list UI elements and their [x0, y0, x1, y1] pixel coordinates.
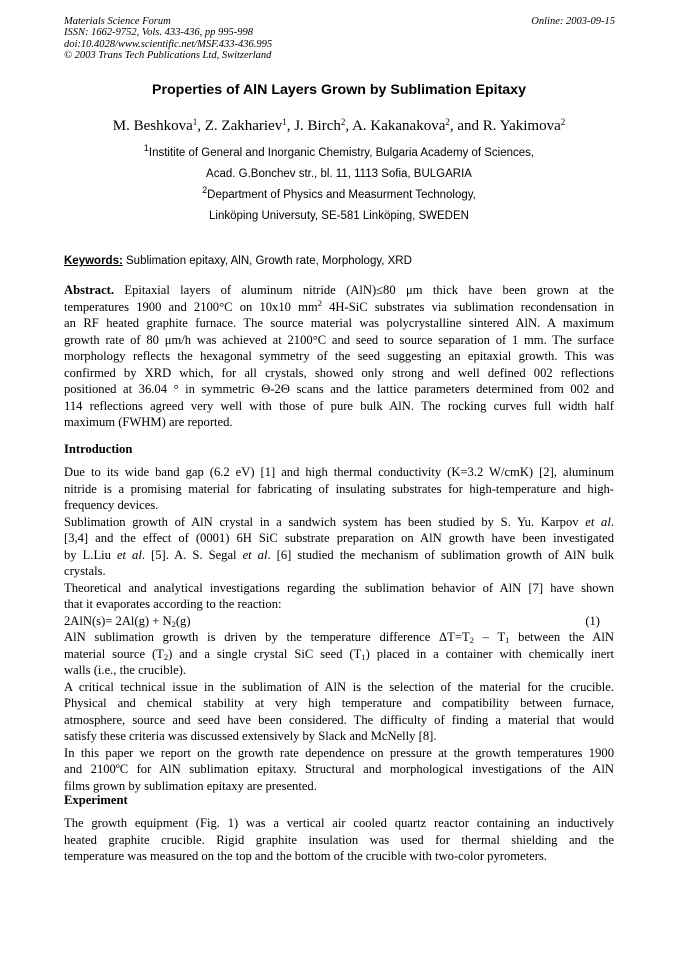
body-text: material source (T — [64, 646, 164, 661]
body-text: ) placed in a container with chemically inert — [365, 646, 615, 661]
online-date: Online: 2003-09-15 — [531, 16, 615, 27]
author-affil-sup: 1 — [282, 117, 287, 127]
body-line: films grown by sublimation epitaxy are presented. — [64, 778, 317, 793]
journal-name: Materials Science Forum — [64, 16, 171, 27]
abstract-line — [64, 299, 614, 316]
author-list: M. Beshkova$^1$, Z. Zakhariev$^1$, J. Birch$^2$, A. Kakanakova$^2$, and R. Yakimova$^2$ — [112, 117, 566, 134]
affiliation-1-line-1 — [0, 143, 678, 159]
italic-text: et al — [585, 514, 611, 529]
author-name: J. Birch — [294, 118, 341, 134]
author-name: Z. Zakhariev — [204, 118, 283, 134]
body-line: atmosphere, source and seed have been considered. The difficulty of finding a material that would — [64, 712, 614, 727]
abstract-line: 114 reflections agreed very well with those of pure bulk AlN. The rocking curves full width half — [64, 398, 614, 413]
body-line: The growth equipment (Fig. 1) was a vertical air cooled quartz reactor containing an inductively — [64, 816, 614, 830]
equation-1 — [64, 613, 614, 630]
equation-part: 2AlN(s)= 2Al(g) + N — [64, 613, 172, 628]
abstract-line: growth rate of 80 μm/h was achieved at 2100°C and seed to source separation of 1 mm. The surface — [64, 332, 614, 347]
body-line: Physical and chemical stability at very high temperature and compatibility between furnace, — [64, 696, 614, 710]
body-line: crystals. — [64, 564, 106, 578]
body-text: Sublimation growth of AlN crystal in a sandwich system has been studied by S. Yu. Karpov — [64, 514, 586, 529]
section-heading-introduction: Introduction — [64, 442, 133, 456]
abstract-text: 4H-SiC substrates via sublimation recondensation in — [321, 299, 614, 314]
experiment-body — [64, 815, 614, 865]
affiliation-2-line-2: Linköping Universuty, SE-581 Linköping, SWEDEN — [209, 210, 469, 222]
subscript: 1 — [505, 635, 510, 645]
body-line: and 2100ºC for AlN sublimation epitaxy. Structural and morphological investigations of the AlN — [64, 762, 614, 776]
body-line: that it evaporates according to the reaction: — [64, 597, 282, 611]
author-name: R. Yakimova — [482, 118, 561, 134]
abstract-line: an RF heated graphite furnace. The source material was polycrystalline sintered AlN. A maximum — [64, 316, 614, 330]
body-line: Theoretical and analytical investigations regarding the sublimation behavior of AlN [7] have shown — [64, 580, 614, 595]
author-name: M. Beshkova — [112, 118, 193, 134]
body-text: ) and a single crystal SiC seed (T — [168, 646, 362, 661]
body-text: . [5]. A. S. Segal — [141, 547, 243, 562]
body-line: [3,4] and the effect of (0001) 6H SiC substrate preparation on AlN growth have been investigated — [64, 531, 614, 545]
italic-text: et al — [116, 547, 142, 562]
body-text: by L.Liu — [64, 547, 117, 562]
subscript: 1 — [361, 651, 366, 662]
copyright-line: © 2003 Trans Tech Publications Ltd, Switzerland — [64, 49, 272, 61]
equation-text — [64, 613, 191, 630]
keywords-label: Keywords: — [64, 255, 123, 267]
introduction-body — [64, 464, 614, 794]
abstract-text: temperatures 1900 and 2100°C on 10x10 mm — [64, 299, 318, 314]
body-line — [64, 547, 614, 564]
journal-header — [64, 16, 272, 61]
abstract-line: confirmed by XRD which, for all crystals, showed only strong and well defined 002 reflections — [64, 365, 614, 380]
body-line: temperature was measured on the top and the bottom of the crucible with two-color pyrometers. — [64, 849, 547, 863]
body-line: walls (i.e., the crucible). — [64, 663, 187, 677]
keywords — [64, 255, 412, 267]
body-text: . [6] studied the mechanism of sublimation growth of AlN bulk — [267, 547, 615, 562]
abstract-text: Epitaxial layers of aluminum nitride (AlN)≤80 μm thick have been grown at the — [124, 283, 614, 297]
issn-line: ISSN: 1662-9752, Vols. 433-436, pp 995-998 — [64, 27, 253, 39]
abstract-line: positioned at 36.04 ° in symmetric Θ-2Θ scans and the lattice parameters determined from 002 and — [64, 382, 614, 396]
body-line: In this paper we report on the growth rate dependence on pressure at the growth temperatures 1900 — [64, 745, 614, 760]
paper-title: Properties of AlN Layers Grown by Sublimation Epitaxy — [152, 82, 526, 98]
affiliation-1-line-2: Acad. G.Bonchev str., bl. 11, 1113 Sofia, BULGARIA — [206, 168, 472, 180]
body-text: AlN sublimation growth is driven by the temperature difference ΔT=T — [64, 630, 470, 644]
body-line — [64, 629, 614, 646]
body-line — [64, 646, 614, 663]
abstract-line: maximum (FWHM) are reported. — [64, 415, 233, 429]
affiliation-sup: 1 — [143, 143, 149, 153]
body-text: . — [610, 514, 614, 529]
abstract-line — [64, 282, 614, 299]
affiliation-sup: 2 — [202, 185, 208, 195]
equation-part: (g) — [175, 613, 191, 628]
author-affil-sup: 2 — [340, 117, 346, 127]
author-affil-sup: 2 — [560, 117, 566, 127]
body-line — [64, 514, 614, 531]
abstract-label: Abstract. — [64, 283, 115, 297]
keywords-text: Sublimation epitaxy, AlN, Growth rate, Morphology, XRD — [126, 255, 412, 267]
body-line: Due to its wide band gap (6.2 eV) [1] and high thermal conductivity (K=3.2 W/cmK) [2], aluminum — [64, 465, 614, 479]
body-line: frequency devices. — [64, 498, 159, 512]
subscript: 2 — [163, 651, 169, 662]
body-line: heated graphite crucible. Rigid graphite insulation was used for thermal shielding and the — [64, 832, 614, 847]
body-line: A critical technical issue in the sublimation of AlN is the selection of the material for the crucible. — [64, 679, 614, 694]
author-affil-sup: 2 — [445, 117, 450, 127]
author-affil-sup: 1 — [192, 117, 198, 127]
body-text: – T — [473, 630, 506, 644]
italic-text: et al — [242, 547, 268, 562]
equation-number: (1) — [585, 613, 600, 628]
body-line: satisfy these criteria was discussed extensively by Slack and McNelly [8]. — [64, 729, 437, 743]
doi-line: doi:10.4028/www.scientific.net/MSF.433-436.995 — [64, 38, 273, 50]
subscript: 2 — [171, 618, 176, 629]
abstract — [64, 282, 614, 431]
subscript: 2 — [469, 635, 474, 645]
affiliation-2-line-1 — [0, 185, 678, 201]
section-heading-experiment: Experiment — [64, 793, 128, 807]
body-line: nitride is a promising material for fabricating of insulating substrates for high-temperature and high- — [64, 481, 614, 496]
affiliation-text: Institite of General and Inorganic Chemistry, Bulgaria Academy of Sciences, — [148, 147, 535, 159]
author-name: A. Kakanakova — [352, 118, 446, 134]
affiliation-text: Department of Physics and Measurment Technology, — [207, 189, 476, 201]
abstract-line: morphology reflects the hexagonal symmetry of the seed suggesting an epitaxial growth. This was — [64, 349, 614, 363]
superscript: 2 — [317, 297, 322, 308]
body-text: between the AlN — [509, 630, 615, 644]
